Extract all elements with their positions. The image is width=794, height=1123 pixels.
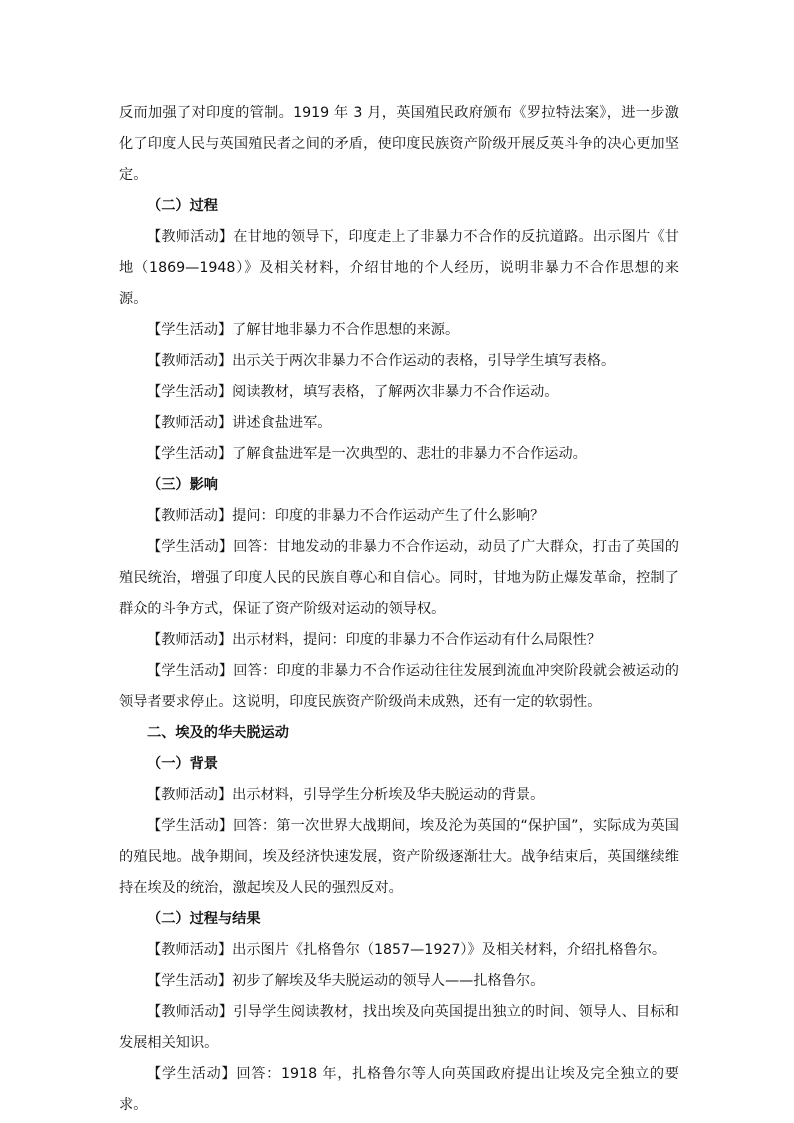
student-activity-paragraph: 【学生活动】回答：1918 年，扎格鲁尔等人向英国政府提出让埃及完全独立的要求。 (119, 1066, 679, 1113)
chapter-heading: 二、埃及的华夫脱运动 (147, 725, 289, 741)
section-heading: （一）背景 (147, 756, 218, 772)
section-heading: （二）过程 (147, 198, 218, 214)
body-paragraph: 反而加强了对印度的管制。1919 年 3 月，英国殖民政府颁布《罗拉特法案》，进一步激化了印度人民与英国殖民者之间的矛盾，使印度民族资产阶级开展反英斗争的决心更加坚定。 (119, 105, 679, 183)
teacher-activity-paragraph: 【教师活动】在甘地的领导下，印度走上了非暴力不合作的反抗道路。出示图片《甘地（1869—1948）》及相关材料，介绍甘地的个人经历，说明非暴力不合作思想的来源。 (119, 229, 679, 307)
student-activity-paragraph: 【学生活动】阅读教材，填写表格，了解两次非暴力不合作运动。 (147, 384, 559, 400)
teacher-activity-paragraph: 【教师活动】讲述食盐进军。 (147, 415, 332, 431)
student-activity-paragraph: 【学生活动】了解甘地非暴力不合作思想的来源。 (147, 322, 460, 338)
student-activity-paragraph: 【学生活动】了解食盐进军是一次典型的、悲壮的非暴力不合作运动。 (147, 446, 587, 462)
teacher-activity-paragraph: 【教师活动】出示关于两次非暴力不合作运动的表格，引导学生填写表格。 (147, 353, 616, 369)
teacher-activity-paragraph: 【教师活动】提问：印度的非暴力不合作运动产生了什么影响？ (147, 508, 545, 524)
student-activity-paragraph: 【学生活动】回答：第一次世界大战期间，埃及沦为英国的“保护国”，实际成为英国的殖民地。战争期间，埃及经济快速发展，资产阶级逐渐壮大。战争结束后，英国继续维持在埃及的统治，激起埃及人民的强烈反对。 (119, 818, 679, 896)
student-activity-paragraph: 【学生活动】初步了解埃及华夫脱运动的领导人——扎格鲁尔。 (147, 973, 545, 989)
student-activity-paragraph: 【学生活动】回答：印度的非暴力不合作运动往往发展到流血冲突阶段就会被运动的领导者要求停止。这说明，印度民族资产阶级尚未成熟，还有一定的软弱性。 (119, 663, 679, 710)
document-body (119, 98, 679, 1121)
section-heading: （三）影响 (147, 477, 218, 493)
teacher-activity-paragraph: 【教师活动】出示图片《扎格鲁尔（1857—1927）》及相关材料，介绍扎格鲁尔。 (147, 942, 667, 958)
teacher-activity-paragraph: 【教师活动】出示材料，引导学生分析埃及华夫脱运动的背景。 (147, 787, 545, 803)
teacher-activity-paragraph: 【教师活动】出示材料，提问：印度的非暴力不合作运动有什么局限性？ (147, 632, 602, 648)
teacher-activity-paragraph: 【教师活动】引导学生阅读教材，找出埃及向英国提出独立的时间、领导人、目标和发展相关知识。 (119, 1004, 679, 1051)
section-heading: （二）过程与结果 (147, 911, 261, 927)
student-activity-paragraph: 【学生活动】回答：甘地发动的非暴力不合作运动，动员了广大群众，打击了英国的殖民统治，增强了印度人民的民族自尊心和自信心。同时，甘地为防止爆发革命，控制了群众的斗争方式，保证了资产阶级对运动的领导权。 (119, 539, 679, 617)
